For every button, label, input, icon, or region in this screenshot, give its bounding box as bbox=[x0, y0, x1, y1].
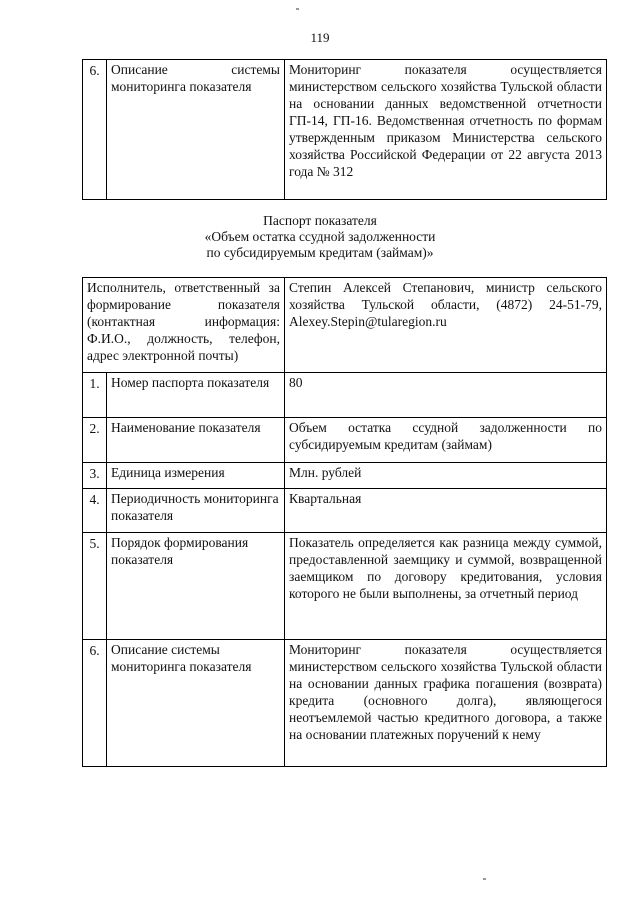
table-row bbox=[83, 640, 607, 767]
table-row bbox=[83, 373, 607, 418]
passport-title bbox=[0, 213, 640, 261]
passport-title-line: «Объем остатка ссудной задолженности bbox=[204, 229, 436, 244]
top-table bbox=[82, 59, 607, 200]
passport-title-line: Паспорт показателя bbox=[263, 213, 377, 228]
row-value: Объем остатка ссудной задолженности по субсидируемым кредитам (займам) bbox=[285, 418, 607, 463]
row-value: Квартальная bbox=[285, 489, 607, 533]
row-label: Единица измерения bbox=[107, 463, 285, 489]
passport-table bbox=[82, 277, 607, 767]
executor-value: Степин Алексей Степанович, министр сельского хозяйства Тульской области, (4872) 24-51-79, Alexey.Stepin@tularegion.ru bbox=[285, 278, 607, 373]
row-number: 6. bbox=[83, 60, 107, 200]
executor-label: Исполнитель, ответственный за формирование показателя (контактная информация: Ф.И.О., должность, телефон, адрес электронной почты) bbox=[83, 278, 285, 373]
row-label: Описание системы мониторинга показателя bbox=[107, 60, 285, 200]
table-row bbox=[83, 278, 607, 373]
row-value: Мониторинг показателя осуществляется министерством сельского хозяйства Тульской области на основании данных ведомственной отчетности ГП-14, ГП-16. Ведомственная отчетность по формам утвержденным приказом Министерства сельского хозяйства Российской Федерации от 22 августа 2013 года № 312 bbox=[285, 60, 607, 200]
table-row bbox=[83, 418, 607, 463]
row-number: 6. bbox=[83, 640, 107, 767]
row-label: Наименование показателя bbox=[107, 418, 285, 463]
row-label: Номер паспорта показателя bbox=[107, 373, 285, 418]
row-number: 1. bbox=[83, 373, 107, 418]
page-number: 119 bbox=[310, 30, 330, 45]
scan-mark bbox=[483, 878, 486, 880]
row-value: Мониторинг показателя осуществляется министерством сельского хозяйства Тульской области на основании данных графика погашения (возврата) кредита (основного долга), являющегося неотъемлемой частью кредитного договора, а также на основании платежных поручений к нему bbox=[285, 640, 607, 767]
table-row bbox=[83, 463, 607, 489]
table-row bbox=[83, 489, 607, 533]
row-value: Показатель определяется как разница между суммой, предоставленной заемщику и суммой, возвращенной заемщиком по договору кредитования, условия которого не были выполнены, за отчетный период bbox=[285, 533, 607, 640]
row-number: 3. bbox=[83, 463, 107, 489]
table-row bbox=[83, 533, 607, 640]
row-number: 5. bbox=[83, 533, 107, 640]
row-value: 80 bbox=[285, 373, 607, 418]
table-row bbox=[83, 60, 607, 200]
row-label: Описание системы мониторинга показателя bbox=[107, 640, 285, 767]
row-number: 4. bbox=[83, 489, 107, 533]
row-label: Периодичность мониторинга показателя bbox=[107, 489, 285, 533]
row-label: Порядок формирования показателя bbox=[107, 533, 285, 640]
scan-mark bbox=[296, 8, 299, 10]
passport-title-line: по субсидируемым кредитам (займам)» bbox=[206, 245, 434, 260]
row-value: Млн. рублей bbox=[285, 463, 607, 489]
row-number: 2. bbox=[83, 418, 107, 463]
